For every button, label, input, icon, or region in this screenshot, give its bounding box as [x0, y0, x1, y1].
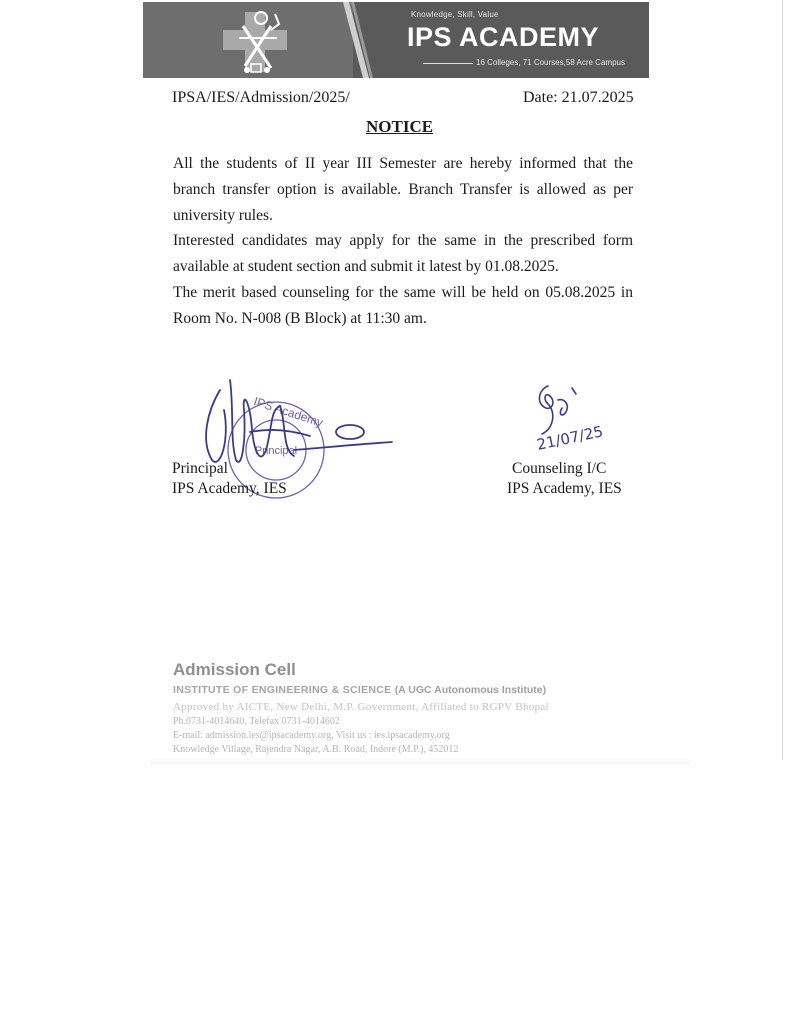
- counseling-signature: [518, 378, 628, 458]
- footer-email: E-mail: admission.ies@ipsacademy.org, Visit us : ies.ipsacademy.org: [173, 730, 450, 741]
- banner-stripes: [343, 2, 373, 78]
- scan-edge-line: [782, 0, 783, 760]
- counseling-signed-date: 21/07/25: [535, 422, 605, 454]
- counseling-org: IPS Academy, IES: [507, 480, 622, 497]
- banner-subtitle: 16 Colleges, 71 Courses,58 Acre Campus: [476, 58, 625, 67]
- scan-bottom-shade: [150, 758, 690, 768]
- principal-org: IPS Academy, IES: [172, 480, 287, 497]
- institute-note: (A UGC Autonomous Institute): [394, 684, 547, 696]
- reference-number: IPSA/IES/Admission/2025/: [172, 89, 350, 106]
- notice-body: [173, 151, 633, 332]
- institute-name: INSTITUTE OF ENGINEERING & SCIENCE: [173, 684, 392, 696]
- academy-logo-icon: [231, 8, 285, 74]
- footer-institute: [173, 684, 546, 696]
- counseling-role: Counseling I/C: [512, 460, 607, 477]
- banner-title: IPS ACADEMY: [407, 22, 600, 52]
- stamp-center-text: Principal: [254, 445, 298, 457]
- notice-title: NOTICE: [366, 117, 434, 136]
- banner-divider-line: [423, 63, 473, 64]
- banner-tagline: Knowledge, Skill, Value: [411, 10, 499, 19]
- header-banner: [143, 2, 649, 78]
- stamp-ring-text: IPS Academy: [251, 394, 325, 430]
- body-paragraph: Interested candidates may apply for the same in the prescribed form available at student section and submit it latest by 01.08.2025.: [173, 232, 633, 276]
- principal-role: Principal: [172, 460, 228, 477]
- footer-approval: Approved by AICTE, New Delhi, M.P. Government, Affiliated to RGPV Bhopal: [173, 701, 549, 713]
- footer-address: Knowledge Village, Rajendra Nagar, A.B. Road, Indore (M.P.), 452012: [173, 744, 459, 755]
- body-paragraph: The merit based counseling for the same will be held on 05.08.2025 in Room No. N-008 (B Block) at 11:30 am.: [173, 283, 633, 327]
- notice-date: Date: 21.07.2025: [523, 89, 634, 106]
- body-paragraph: All the students of II year III Semester are hereby informed that the branch transfer option is available. Branch Transfer is allowed as per university rules.: [173, 155, 633, 224]
- footer-phone: Ph.0731-4014640, Telefax 0731-4014602: [173, 716, 340, 727]
- footer-title: Admission Cell: [173, 660, 296, 679]
